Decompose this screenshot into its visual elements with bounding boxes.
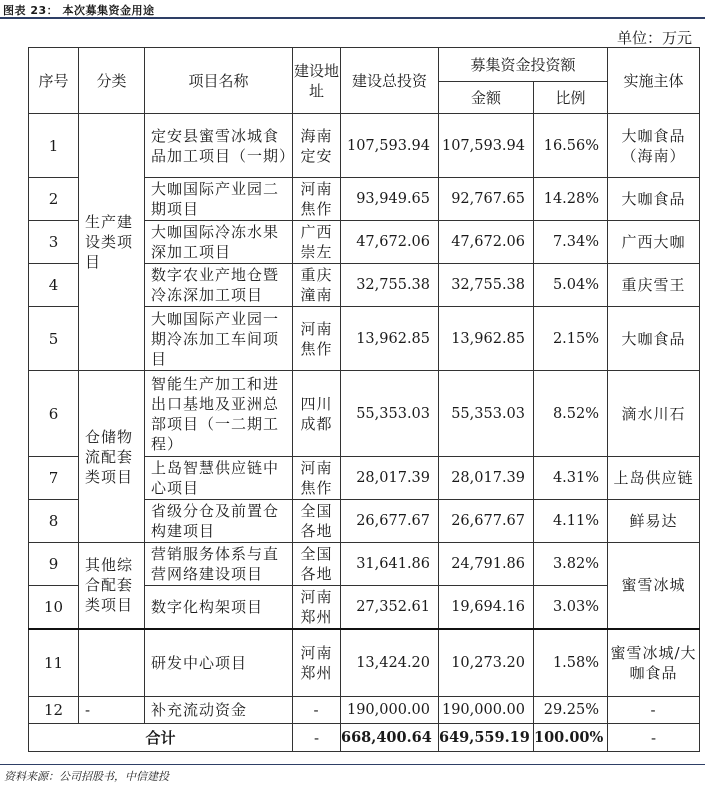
cell-amount: 24,791.86 — [439, 543, 534, 586]
cell-ratio: 1.58% — [534, 629, 608, 697]
total-amount: 649,559.19 — [439, 724, 534, 752]
cell-total: 190,000.00 — [341, 697, 439, 724]
total-ratio: 100.00% — [534, 724, 608, 752]
total-row — [29, 724, 700, 752]
cell-seq: 9 — [29, 543, 79, 586]
cell-project: 补充流动资金 — [145, 697, 293, 724]
caption-rule — [0, 17, 705, 19]
cell-amount: 28,017.39 — [439, 457, 534, 500]
cell-project: 数字化构架项目 — [145, 586, 293, 629]
cell-ratio: 3.82% — [534, 543, 608, 586]
cell-project: 大咖国际冷冻水果深加工项目 — [145, 221, 293, 264]
cell-seq: 5 — [29, 307, 79, 371]
cell-location: 河南郑州 — [293, 586, 341, 629]
cell-amount: 19,694.16 — [439, 586, 534, 629]
cell-location: - — [293, 697, 341, 724]
total-owner: - — [608, 724, 700, 752]
cell-amount: 190,000.00 — [439, 697, 534, 724]
cell-ratio: 14.28% — [534, 178, 608, 221]
cell-amount: 92,767.65 — [439, 178, 534, 221]
cell-project: 数字农业产地仓暨冷冻深加工项目 — [145, 264, 293, 307]
cell-location: 河南焦作 — [293, 307, 341, 371]
cell-owner: 上岛供应链 — [608, 457, 700, 500]
cell-amount: 107,593.94 — [439, 114, 534, 178]
cell-category: - — [79, 697, 145, 724]
cell-category: 其他综合配套类项目 — [79, 543, 145, 629]
cell-ratio: 4.11% — [534, 500, 608, 543]
cell-project: 大咖国际产业园一期冷冻加工车间项目 — [145, 307, 293, 371]
cell-location: 四川成都 — [293, 371, 341, 457]
cell-project: 大咖国际产业园二期项目 — [145, 178, 293, 221]
table-row — [29, 697, 700, 724]
cell-project: 营销服务体系与直营网络建设项目 — [145, 543, 293, 586]
header-ratio: 比例 — [534, 82, 608, 114]
cell-project: 定安县蜜雪冰城食品加工项目（一期） — [145, 114, 293, 178]
cell-location: 河南焦作 — [293, 457, 341, 500]
cell-project: 省级分仓及前置仓构建项目 — [145, 500, 293, 543]
cell-project: 上岛智慧供应链中心项目 — [145, 457, 293, 500]
cell-seq: 10 — [29, 586, 79, 629]
source-rule — [0, 764, 705, 765]
total-investment: 668,400.64 — [341, 724, 439, 752]
header-location: 建设地址 — [293, 48, 341, 114]
header-project: 项目名称 — [145, 48, 293, 114]
cell-category: 仓储物流配套类项目 — [79, 371, 145, 543]
cell-location: 全国各地 — [293, 543, 341, 586]
cell-seq: 8 — [29, 500, 79, 543]
cell-seq: 1 — [29, 114, 79, 178]
cell-location: 全国各地 — [293, 500, 341, 543]
cell-category: 生产建设类项目 — [79, 114, 145, 371]
cell-owner: - — [608, 697, 700, 724]
cell-owner: 大咖食品（海南） — [608, 114, 700, 178]
cell-seq: 6 — [29, 371, 79, 457]
cell-total: 93,949.65 — [341, 178, 439, 221]
cell-ratio: 16.56% — [534, 114, 608, 178]
header-seq: 序号 — [29, 48, 79, 114]
cell-ratio: 7.34% — [534, 221, 608, 264]
fund-usage-table — [28, 47, 700, 752]
cell-total: 55,353.03 — [341, 371, 439, 457]
cell-owner: 广西大咖 — [608, 221, 700, 264]
cell-total: 28,017.39 — [341, 457, 439, 500]
cell-total: 13,962.85 — [341, 307, 439, 371]
cell-project: 智能生产加工和进出口基地及亚洲总部项目（一二期工程） — [145, 371, 293, 457]
cell-location: 河南焦作 — [293, 178, 341, 221]
cell-amount: 10,273.20 — [439, 629, 534, 697]
cell-seq: 3 — [29, 221, 79, 264]
total-location: - — [293, 724, 341, 752]
cell-total: 31,641.86 — [341, 543, 439, 586]
header-amount: 金额 — [439, 82, 534, 114]
cell-owner: 蜜雪冰城 — [608, 543, 700, 629]
cell-total: 26,677.67 — [341, 500, 439, 543]
table-row — [29, 629, 700, 697]
cell-amount: 32,755.38 — [439, 264, 534, 307]
table-row — [29, 114, 700, 178]
header-owner: 实施主体 — [608, 48, 700, 114]
cell-location: 重庆潼南 — [293, 264, 341, 307]
cell-amount: 55,353.03 — [439, 371, 534, 457]
figure-caption: 图表 23： 本次募集资金用途 — [3, 4, 155, 17]
cell-total: 13,424.20 — [341, 629, 439, 697]
unit-label: 单位：万元 — [616, 29, 692, 47]
cell-ratio: 4.31% — [534, 457, 608, 500]
header-raised: 募集资金投资额 — [439, 48, 608, 82]
cell-location: 海南定安 — [293, 114, 341, 178]
table-row — [29, 371, 700, 457]
cell-ratio: 8.52% — [534, 371, 608, 457]
cell-seq: 2 — [29, 178, 79, 221]
cell-seq: 12 — [29, 697, 79, 724]
cell-seq: 7 — [29, 457, 79, 500]
cell-owner: 滴水川石 — [608, 371, 700, 457]
cell-total: 107,593.94 — [341, 114, 439, 178]
cell-amount: 47,672.06 — [439, 221, 534, 264]
cell-ratio: 29.25% — [534, 697, 608, 724]
table-row — [29, 543, 700, 586]
cell-ratio: 2.15% — [534, 307, 608, 371]
cell-amount: 13,962.85 — [439, 307, 534, 371]
cell-category — [79, 629, 145, 697]
cell-amount: 26,677.67 — [439, 500, 534, 543]
cell-seq: 11 — [29, 629, 79, 697]
source-note: 资料来源：公司招股书，中信建投 — [4, 770, 169, 783]
cell-total: 27,352.61 — [341, 586, 439, 629]
cell-project: 研发中心项目 — [145, 629, 293, 697]
cell-ratio: 5.04% — [534, 264, 608, 307]
cell-owner: 鲜易达 — [608, 500, 700, 543]
cell-seq: 4 — [29, 264, 79, 307]
cell-owner: 大咖食品 — [608, 307, 700, 371]
cell-ratio: 3.03% — [534, 586, 608, 629]
cell-owner: 重庆雪王 — [608, 264, 700, 307]
cell-total: 32,755.38 — [341, 264, 439, 307]
total-label: 合计 — [29, 724, 293, 752]
header-category: 分类 — [79, 48, 145, 114]
cell-location: 河南郑州 — [293, 629, 341, 697]
cell-owner: 蜜雪冰城/大咖食品 — [608, 629, 700, 697]
cell-location: 广西崇左 — [293, 221, 341, 264]
cell-owner: 大咖食品 — [608, 178, 700, 221]
cell-total: 47,672.06 — [341, 221, 439, 264]
header-total: 建设总投资 — [341, 48, 439, 114]
